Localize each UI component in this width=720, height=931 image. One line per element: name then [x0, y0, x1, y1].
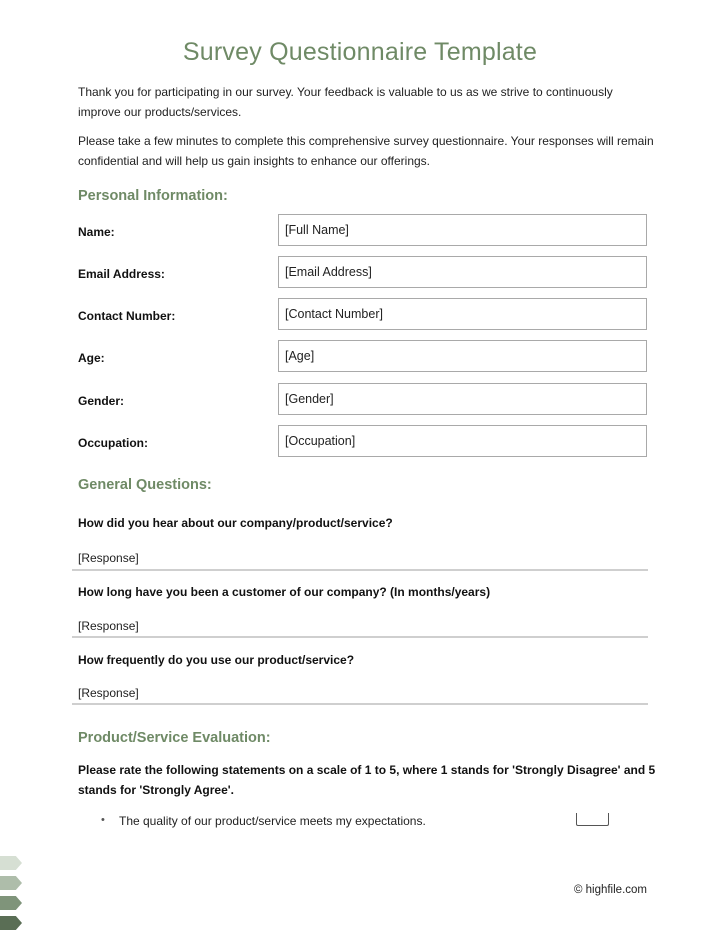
intro-paragraph-1: Thank you for participating in our survey. Your feedback is valuable to us as we strive to continuously improve our products/services.	[78, 85, 613, 119]
question-1: How did you hear about our company/product/service?	[78, 516, 393, 530]
response-2-line	[72, 636, 648, 638]
chevron-decoration-1	[0, 856, 22, 870]
age-field[interactable]: [Age]	[278, 340, 647, 372]
age-label: Age:	[78, 351, 105, 365]
response-1-line	[72, 569, 648, 571]
gender-label: Gender:	[78, 394, 125, 408]
evaluation-heading: Product/Service Evaluation:	[78, 730, 271, 746]
response-3[interactable]: [Response]	[78, 686, 139, 700]
occupation-field[interactable]: [Occupation]	[278, 425, 647, 457]
rating-instruction: Please rate the following statements on a scale of 1 to 5, where 1 stands for 'Strongly Disagree' and 5 stands for 'Strongly Agree'.	[78, 763, 656, 797]
rating-input-1[interactable]	[576, 813, 609, 826]
email-field[interactable]: [Email Address]	[278, 256, 647, 288]
bullet-icon: •	[101, 814, 105, 826]
question-3: How frequently do you use our product/service?	[78, 653, 355, 667]
chevron-decoration-3	[0, 896, 22, 910]
name-field[interactable]: [Full Name]	[278, 214, 647, 246]
personal-info-heading: Personal Information:	[78, 188, 228, 204]
question-2: How long have you been a customer of our company? (In months/years)	[78, 585, 491, 599]
name-label: Name:	[78, 225, 115, 239]
general-questions-heading: General Questions:	[78, 477, 212, 493]
occupation-label: Occupation:	[78, 436, 149, 450]
statement-1: The quality of our product/service meets my expectations.	[119, 814, 426, 828]
chevron-decoration-4	[0, 916, 22, 930]
gender-field[interactable]: [Gender]	[278, 383, 647, 415]
response-1[interactable]: [Response]	[78, 551, 139, 565]
chevron-decoration-2	[0, 876, 22, 890]
email-label: Email Address:	[78, 267, 165, 281]
response-2[interactable]: [Response]	[78, 619, 139, 633]
footer-credit: © highfile.com	[573, 884, 647, 896]
response-3-line	[72, 703, 648, 705]
contact-number-label: Contact Number:	[78, 309, 176, 323]
page-title: Survey Questionnaire Template	[182, 38, 538, 66]
intro-paragraph-2: Please take a few minutes to complete this comprehensive survey questionnaire. Your responses will remain confidential and will help us gain insights to enhance our offerings.	[78, 134, 654, 168]
contact-number-field[interactable]: [Contact Number]	[278, 298, 647, 330]
